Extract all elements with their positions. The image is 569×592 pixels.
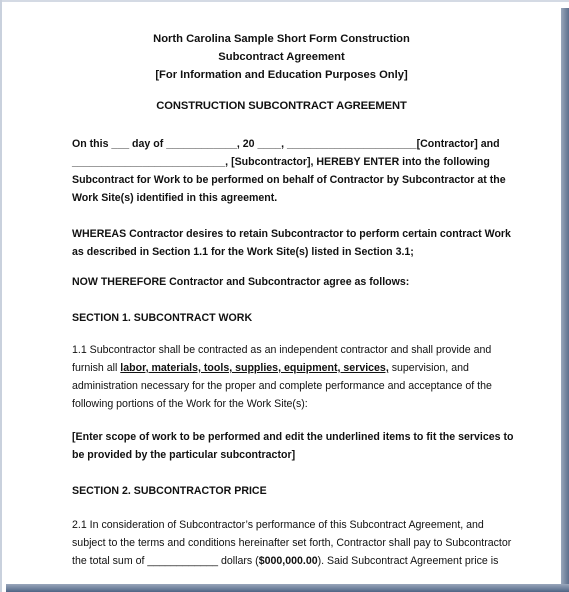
- frame-edge-bottom: [6, 584, 569, 592]
- underlined-work-items: labor, materials, tools, supplies, equipment, services,: [120, 362, 389, 374]
- section-1-para-line-2: [72, 360, 469, 376]
- section-1-heading: SECTION 1. SUBCONTRACT WORK: [72, 312, 253, 324]
- frame-edge-right: [561, 8, 569, 592]
- section-2-para-line-3-prefix: the total sum of ____________ dollars (: [72, 555, 259, 567]
- section-1-para-line-3: administration necessary for the proper and complete performance and acceptance of the: [72, 380, 492, 392]
- header-line-1: North Carolina Sample Short Form Construction: [153, 33, 410, 45]
- price-amount: $000,000.00: [258, 555, 318, 567]
- document-title: CONSTRUCTION SUBCONTRACT AGREEMENT: [156, 100, 407, 112]
- section-1-note-line-2: be provided by the particular subcontractor]: [72, 449, 296, 461]
- intro-line-1: On this ___ day of ____________, 20 ____, ______________________[Contractor] and: [72, 138, 500, 150]
- whereas-line-1: WHEREAS Contractor desires to retain Subcontractor to perform certain contract Work: [72, 228, 511, 240]
- section-2-para-line-1: 2.1 In consideration of Subcontractor’s performance of this Subcontract Agreement, and: [72, 519, 484, 531]
- intro-line-2: __________________________, [Subcontractor], HEREBY ENTER into the following: [72, 156, 490, 168]
- document-page: [2, 2, 561, 584]
- whereas-line-2: as described in Section 1.1 for the Work Site(s) listed in Section 3.1;: [72, 246, 414, 258]
- section-2-heading: SECTION 2. SUBCONTRACTOR PRICE: [72, 485, 267, 497]
- section-1-para-line-4: following portions of the Work for the Work Site(s):: [72, 398, 308, 410]
- section-2-para-line-2: subject to the terms and conditions hereinafter set forth, Contractor shall pay to Subcontractor: [72, 537, 512, 549]
- section-2-para-line-3: [72, 553, 498, 569]
- now-therefore-clause: NOW THEREFORE Contractor and Subcontractor agree as follows:: [72, 276, 410, 288]
- header-line-2: Subcontract Agreement: [218, 51, 345, 63]
- section-1-note-line-1: [Enter scope of work to be performed and edit the underlined items to fit the services to: [72, 431, 514, 443]
- section-2-para-line-3-suffix: ). Said Subcontract Agreement price is: [317, 555, 499, 567]
- section-1-para-line-2-suffix: supervision, and: [388, 362, 469, 374]
- header-line-3: [For Information and Education Purposes Only]: [155, 69, 408, 81]
- section-1-para-line-1: 1.1 Subcontractor shall be contracted as an independent contractor and shall provide and: [72, 344, 492, 356]
- intro-line-3: Subcontract for Work to be performed on behalf of Contractor by Subcontractor at the: [72, 174, 506, 186]
- intro-line-4: Work Site(s) identified in this agreement.: [72, 192, 278, 204]
- section-1-para-line-2-prefix: furnish all: [72, 362, 121, 374]
